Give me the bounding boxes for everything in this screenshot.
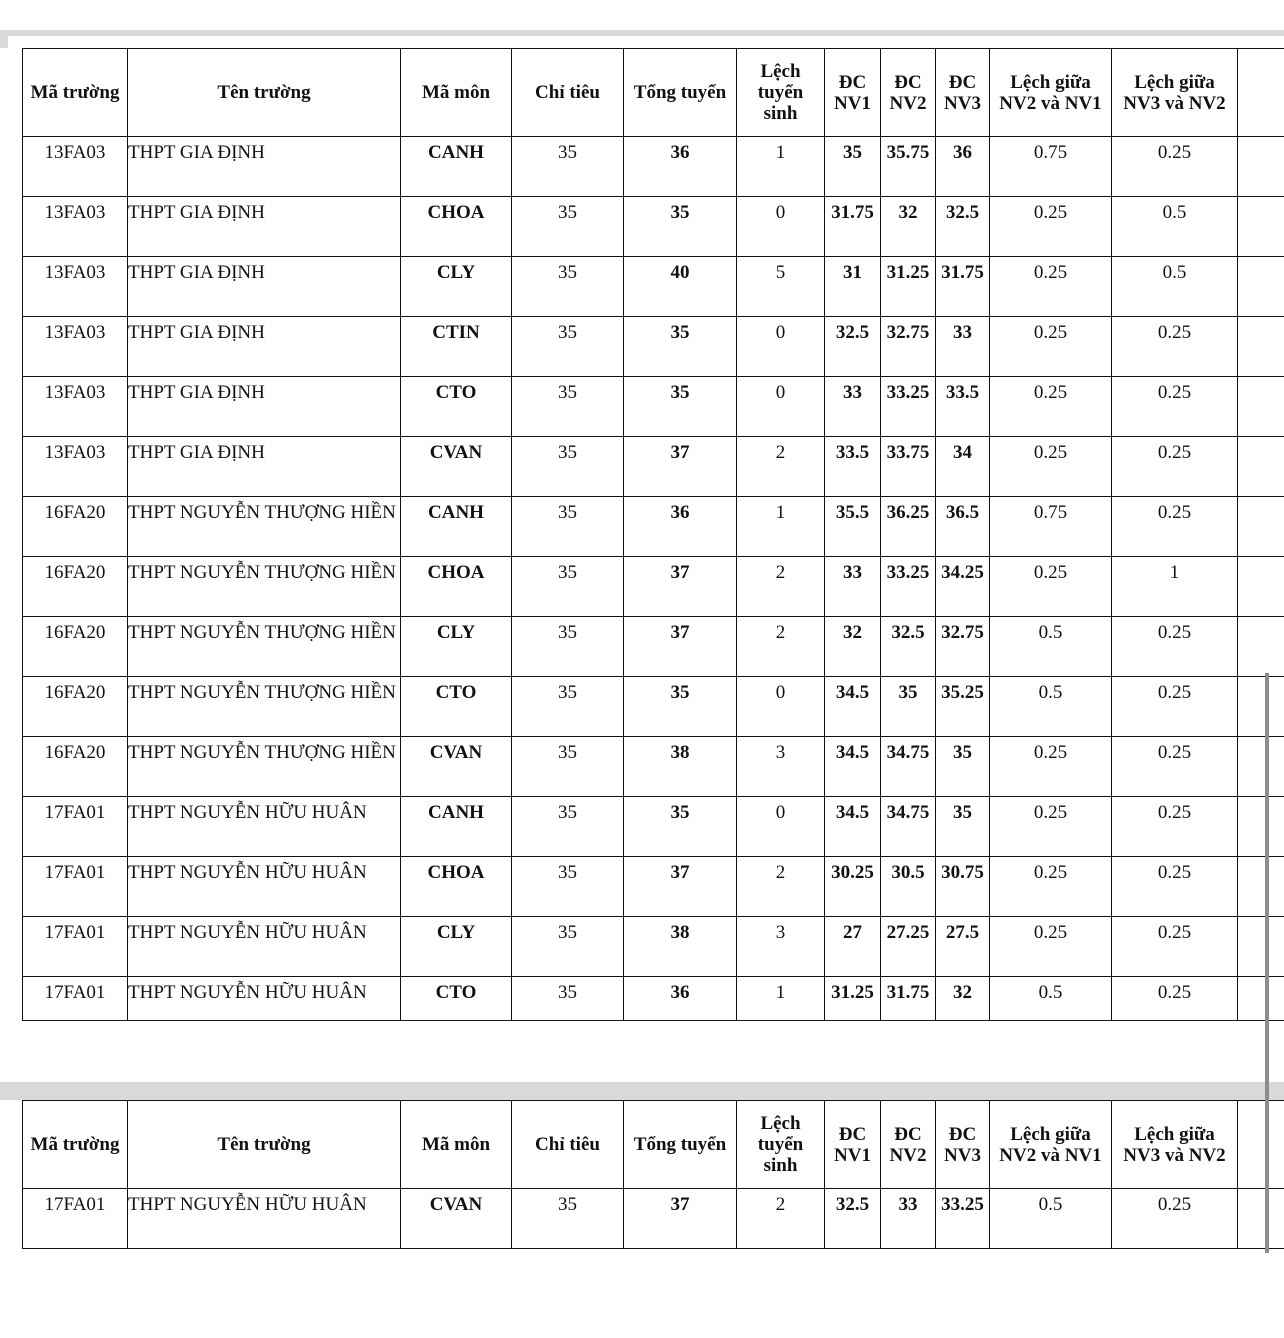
cell-ten-truong: THPT GIA ĐỊNH bbox=[128, 437, 401, 497]
cell-ten-truong: THPT GIA ĐỊNH bbox=[128, 317, 401, 377]
admission-table-page-1 bbox=[22, 48, 1284, 1021]
table-row bbox=[23, 377, 1284, 437]
cell-ma-truong: 16FA20 bbox=[23, 557, 128, 617]
cell-lech: 0 bbox=[737, 377, 825, 437]
cell-nv2: 32.5 bbox=[881, 617, 936, 677]
cell-nv2: 30.5 bbox=[881, 857, 936, 917]
cell-nv2: 33.75 bbox=[881, 437, 936, 497]
header-blank-edge bbox=[1238, 49, 1284, 137]
cell-chi-tieu: 35 bbox=[512, 377, 624, 437]
table-row bbox=[23, 857, 1284, 917]
cell-lech21: 0.25 bbox=[990, 857, 1112, 917]
cell-ten-truong: THPT GIA ĐỊNH bbox=[128, 197, 401, 257]
cell-lech21: 0.25 bbox=[990, 257, 1112, 317]
cell-ma-truong: 16FA20 bbox=[23, 497, 128, 557]
cell-lech: 2 bbox=[737, 1189, 825, 1249]
cell-blank-edge bbox=[1238, 737, 1284, 797]
table-row bbox=[23, 677, 1284, 737]
cell-lech21: 0.75 bbox=[990, 497, 1112, 557]
header-ten-truong: Tên trường bbox=[128, 49, 401, 137]
cell-lech21: 0.25 bbox=[990, 797, 1112, 857]
cell-nv3: 34.25 bbox=[936, 557, 990, 617]
cell-ten-truong: THPT GIA ĐỊNH bbox=[128, 137, 401, 197]
cell-lech: 2 bbox=[737, 857, 825, 917]
cell-ma-truong: 16FA20 bbox=[23, 677, 128, 737]
cell-tong-tuyen: 35 bbox=[624, 797, 737, 857]
cell-lech: 2 bbox=[737, 617, 825, 677]
admission-table-page-2 bbox=[22, 1100, 1284, 1249]
cell-ma-truong: 17FA01 bbox=[23, 857, 128, 917]
cell-blank-edge bbox=[1238, 797, 1284, 857]
table-header-page-2 bbox=[23, 1101, 1284, 1189]
cell-lech: 1 bbox=[737, 137, 825, 197]
cell-nv3: 36 bbox=[936, 137, 990, 197]
cell-ma-mon: CVAN bbox=[401, 737, 512, 797]
cell-chi-tieu: 35 bbox=[512, 977, 624, 1021]
cell-nv1: 34.5 bbox=[825, 797, 881, 857]
cell-nv1: 33.5 bbox=[825, 437, 881, 497]
table-row bbox=[23, 737, 1284, 797]
cell-lech32: 0.25 bbox=[1112, 677, 1238, 737]
header-lech-nv2-nv1: Lệch giữa NV2 và NV1 bbox=[990, 1101, 1112, 1189]
cell-lech32: 0.25 bbox=[1112, 377, 1238, 437]
header-tong-tuyen: Tổng tuyển bbox=[624, 49, 737, 137]
cell-lech32: 0.5 bbox=[1112, 197, 1238, 257]
cell-tong-tuyen: 36 bbox=[624, 977, 737, 1021]
table-row bbox=[23, 977, 1284, 1021]
cell-lech21: 0.25 bbox=[990, 737, 1112, 797]
cell-tong-tuyen: 38 bbox=[624, 917, 737, 977]
cell-chi-tieu: 35 bbox=[512, 917, 624, 977]
cell-nv3: 33.5 bbox=[936, 377, 990, 437]
cell-lech32: 0.25 bbox=[1112, 857, 1238, 917]
cell-ma-truong: 13FA03 bbox=[23, 257, 128, 317]
cell-tong-tuyen: 35 bbox=[624, 377, 737, 437]
cell-ma-mon: CTIN bbox=[401, 317, 512, 377]
cell-lech32: 0.25 bbox=[1112, 317, 1238, 377]
cell-nv3: 32.5 bbox=[936, 197, 990, 257]
cell-lech32: 0.25 bbox=[1112, 737, 1238, 797]
cell-ma-mon: CLY bbox=[401, 257, 512, 317]
cell-lech21: 0.5 bbox=[990, 677, 1112, 737]
header-lech-tuyen-sinh: Lệch tuyển sinh bbox=[737, 49, 825, 137]
cell-chi-tieu: 35 bbox=[512, 857, 624, 917]
cell-blank-edge bbox=[1238, 437, 1284, 497]
cell-nv1: 30.25 bbox=[825, 857, 881, 917]
cell-lech32: 0.25 bbox=[1112, 437, 1238, 497]
cell-tong-tuyen: 37 bbox=[624, 1189, 737, 1249]
cell-lech: 0 bbox=[737, 197, 825, 257]
cell-blank-edge bbox=[1238, 137, 1284, 197]
cell-lech: 1 bbox=[737, 977, 825, 1021]
cell-nv1: 31 bbox=[825, 257, 881, 317]
cell-ten-truong: THPT GIA ĐỊNH bbox=[128, 377, 401, 437]
header-dc-nv3: ĐC NV3 bbox=[936, 49, 990, 137]
cell-blank-edge bbox=[1238, 1189, 1284, 1249]
cell-ma-mon: CANH bbox=[401, 497, 512, 557]
table-row bbox=[23, 257, 1284, 317]
cell-ten-truong: THPT NGUYỄN THƯỢNG HIỀN bbox=[128, 737, 401, 797]
cell-tong-tuyen: 38 bbox=[624, 737, 737, 797]
cell-nv2: 31.25 bbox=[881, 257, 936, 317]
table-row bbox=[23, 1189, 1284, 1249]
cell-ten-truong: THPT GIA ĐỊNH bbox=[128, 257, 401, 317]
cell-nv2: 35.75 bbox=[881, 137, 936, 197]
cell-ten-truong: THPT NGUYỄN HỮU HUÂN bbox=[128, 917, 401, 977]
cell-chi-tieu: 35 bbox=[512, 497, 624, 557]
cell-nv2: 33.25 bbox=[881, 557, 936, 617]
cell-nv3: 36.5 bbox=[936, 497, 990, 557]
table-row bbox=[23, 437, 1284, 497]
table-row bbox=[23, 617, 1284, 677]
cell-lech32: 0.25 bbox=[1112, 137, 1238, 197]
table-row bbox=[23, 797, 1284, 857]
cell-ma-mon: CLY bbox=[401, 917, 512, 977]
cell-lech: 2 bbox=[737, 437, 825, 497]
scrollbar-thumb[interactable] bbox=[1265, 673, 1269, 1253]
cell-nv3: 32 bbox=[936, 977, 990, 1021]
cell-chi-tieu: 35 bbox=[512, 1189, 624, 1249]
cell-nv1: 32 bbox=[825, 617, 881, 677]
cell-nv2: 34.75 bbox=[881, 737, 936, 797]
cell-ten-truong: THPT NGUYỄN HỮU HUÂN bbox=[128, 797, 401, 857]
cell-lech21: 0.25 bbox=[990, 197, 1112, 257]
cell-tong-tuyen: 35 bbox=[624, 197, 737, 257]
cell-lech32: 0.25 bbox=[1112, 977, 1238, 1021]
cell-ma-truong: 13FA03 bbox=[23, 377, 128, 437]
table-body-page-2 bbox=[23, 1189, 1284, 1249]
cell-nv3: 30.75 bbox=[936, 857, 990, 917]
cell-lech: 1 bbox=[737, 497, 825, 557]
header-ma-mon: Mã môn bbox=[401, 49, 512, 137]
cell-ma-truong: 16FA20 bbox=[23, 617, 128, 677]
cell-tong-tuyen: 37 bbox=[624, 617, 737, 677]
cell-tong-tuyen: 40 bbox=[624, 257, 737, 317]
page-1-top-edge bbox=[8, 36, 1284, 48]
cell-ma-mon: CVAN bbox=[401, 437, 512, 497]
cell-nv3: 34 bbox=[936, 437, 990, 497]
cell-nv1: 32.5 bbox=[825, 1189, 881, 1249]
cell-lech21: 0.25 bbox=[990, 557, 1112, 617]
cell-ma-mon: CHOA bbox=[401, 197, 512, 257]
table-row bbox=[23, 197, 1284, 257]
cell-nv3: 33.25 bbox=[936, 1189, 990, 1249]
header-tong-tuyen: Tổng tuyển bbox=[624, 1101, 737, 1189]
cell-lech32: 0.25 bbox=[1112, 917, 1238, 977]
cell-blank-edge bbox=[1238, 377, 1284, 437]
header-blank-edge bbox=[1238, 1101, 1284, 1189]
header-dc-nv3: ĐC NV3 bbox=[936, 1101, 990, 1189]
header-lech-tuyen-sinh: Lệch tuyển sinh bbox=[737, 1101, 825, 1189]
cell-ma-truong: 13FA03 bbox=[23, 437, 128, 497]
cell-chi-tieu: 35 bbox=[512, 197, 624, 257]
cell-nv1: 35.5 bbox=[825, 497, 881, 557]
cell-chi-tieu: 35 bbox=[512, 257, 624, 317]
cell-lech21: 0.25 bbox=[990, 917, 1112, 977]
header-chi-tieu: Chỉ tiêu bbox=[512, 1101, 624, 1189]
cell-nv3: 35.25 bbox=[936, 677, 990, 737]
cell-lech21: 0.25 bbox=[990, 317, 1112, 377]
header-dc-nv2: ĐC NV2 bbox=[881, 1101, 936, 1189]
cell-lech: 0 bbox=[737, 317, 825, 377]
header-lech-nv2-nv1: Lệch giữa NV2 và NV1 bbox=[990, 49, 1112, 137]
cell-lech32: 0.25 bbox=[1112, 617, 1238, 677]
cell-nv2: 27.25 bbox=[881, 917, 936, 977]
cell-lech21: 0.5 bbox=[990, 977, 1112, 1021]
header-ten-truong: Tên trường bbox=[128, 1101, 401, 1189]
cell-ma-truong: 13FA03 bbox=[23, 317, 128, 377]
cell-ma-truong: 13FA03 bbox=[23, 197, 128, 257]
cell-ten-truong: THPT NGUYỄN THƯỢNG HIỀN bbox=[128, 557, 401, 617]
cell-nv1: 32.5 bbox=[825, 317, 881, 377]
table-body bbox=[23, 137, 1284, 1021]
header-ma-truong: Mã trường bbox=[23, 1101, 128, 1189]
table-row bbox=[23, 317, 1284, 377]
cell-blank-edge bbox=[1238, 917, 1284, 977]
header-dc-nv2: ĐC NV2 bbox=[881, 49, 936, 137]
cell-chi-tieu: 35 bbox=[512, 797, 624, 857]
cell-chi-tieu: 35 bbox=[512, 137, 624, 197]
cell-chi-tieu: 35 bbox=[512, 677, 624, 737]
header-ma-truong: Mã trường bbox=[23, 49, 128, 137]
cell-nv1: 31.75 bbox=[825, 197, 881, 257]
cell-lech32: 0.5 bbox=[1112, 257, 1238, 317]
cell-lech32: 0.25 bbox=[1112, 1189, 1238, 1249]
cell-chi-tieu: 35 bbox=[512, 737, 624, 797]
cell-ma-mon: CTO bbox=[401, 677, 512, 737]
cell-blank-edge bbox=[1238, 677, 1284, 737]
cell-ten-truong: THPT NGUYỄN HỮU HUÂN bbox=[128, 977, 401, 1021]
cell-ma-truong: 16FA20 bbox=[23, 737, 128, 797]
cell-ma-mon: CVAN bbox=[401, 1189, 512, 1249]
page-gap-middle bbox=[0, 1082, 1284, 1100]
cell-lech21: 0.25 bbox=[990, 437, 1112, 497]
cell-ma-mon: CLY bbox=[401, 617, 512, 677]
cell-blank-edge bbox=[1238, 197, 1284, 257]
cell-blank-edge bbox=[1238, 617, 1284, 677]
cell-tong-tuyen: 37 bbox=[624, 557, 737, 617]
cell-nv2: 32.75 bbox=[881, 317, 936, 377]
cell-lech: 3 bbox=[737, 917, 825, 977]
cell-lech32: 1 bbox=[1112, 557, 1238, 617]
cell-chi-tieu: 35 bbox=[512, 557, 624, 617]
cell-tong-tuyen: 37 bbox=[624, 437, 737, 497]
cell-ma-mon: CANH bbox=[401, 797, 512, 857]
cell-nv2: 33 bbox=[881, 1189, 936, 1249]
cell-nv2: 31.75 bbox=[881, 977, 936, 1021]
table-header bbox=[23, 49, 1284, 137]
cell-ten-truong: THPT NGUYỄN THƯỢNG HIỀN bbox=[128, 497, 401, 557]
cell-nv2: 34.75 bbox=[881, 797, 936, 857]
cell-ma-mon: CHOA bbox=[401, 857, 512, 917]
cell-lech: 5 bbox=[737, 257, 825, 317]
cell-ten-truong: THPT NGUYỄN HỮU HUÂN bbox=[128, 857, 401, 917]
cell-chi-tieu: 35 bbox=[512, 317, 624, 377]
cell-ten-truong: THPT NGUYỄN THƯỢNG HIỀN bbox=[128, 677, 401, 737]
cell-ma-mon: CHOA bbox=[401, 557, 512, 617]
cell-nv1: 31.25 bbox=[825, 977, 881, 1021]
table-row bbox=[23, 137, 1284, 197]
cell-nv2: 33.25 bbox=[881, 377, 936, 437]
cell-ten-truong: THPT NGUYỄN HỮU HUÂN bbox=[128, 1189, 401, 1249]
cell-lech: 2 bbox=[737, 557, 825, 617]
cell-nv3: 33 bbox=[936, 317, 990, 377]
cell-lech32: 0.25 bbox=[1112, 497, 1238, 557]
header-lech-nv3-nv2: Lệch giữa NV3 và NV2 bbox=[1112, 49, 1238, 137]
table-row bbox=[23, 917, 1284, 977]
cell-nv3: 31.75 bbox=[936, 257, 990, 317]
header-ma-mon: Mã môn bbox=[401, 1101, 512, 1189]
cell-nv1: 33 bbox=[825, 557, 881, 617]
cell-nv3: 32.75 bbox=[936, 617, 990, 677]
cell-ma-mon: CTO bbox=[401, 977, 512, 1021]
cell-blank-edge bbox=[1238, 977, 1284, 1021]
cell-ma-truong: 13FA03 bbox=[23, 137, 128, 197]
cell-tong-tuyen: 35 bbox=[624, 677, 737, 737]
header-dc-nv1: ĐC NV1 bbox=[825, 49, 881, 137]
header-chi-tieu: Chỉ tiêu bbox=[512, 49, 624, 137]
cell-tong-tuyen: 37 bbox=[624, 857, 737, 917]
cell-nv1: 27 bbox=[825, 917, 881, 977]
cell-ma-truong: 17FA01 bbox=[23, 917, 128, 977]
cell-ma-mon: CANH bbox=[401, 137, 512, 197]
cell-lech32: 0.25 bbox=[1112, 797, 1238, 857]
cell-ma-truong: 17FA01 bbox=[23, 1189, 128, 1249]
cell-lech: 3 bbox=[737, 737, 825, 797]
cell-ma-truong: 17FA01 bbox=[23, 977, 128, 1021]
cell-nv2: 32 bbox=[881, 197, 936, 257]
header-dc-nv1: ĐC NV1 bbox=[825, 1101, 881, 1189]
cell-ma-truong: 17FA01 bbox=[23, 797, 128, 857]
cell-lech: 0 bbox=[737, 677, 825, 737]
header-lech-nv3-nv2: Lệch giữa NV3 và NV2 bbox=[1112, 1101, 1238, 1189]
cell-nv1: 33 bbox=[825, 377, 881, 437]
cell-lech: 0 bbox=[737, 797, 825, 857]
cell-ma-mon: CTO bbox=[401, 377, 512, 437]
cell-chi-tieu: 35 bbox=[512, 437, 624, 497]
cell-nv1: 34.5 bbox=[825, 737, 881, 797]
cell-blank-edge bbox=[1238, 497, 1284, 557]
cell-lech21: 0.25 bbox=[990, 377, 1112, 437]
cell-blank-edge bbox=[1238, 317, 1284, 377]
table-row bbox=[23, 497, 1284, 557]
cell-chi-tieu: 35 bbox=[512, 617, 624, 677]
cell-blank-edge bbox=[1238, 257, 1284, 317]
cell-tong-tuyen: 35 bbox=[624, 317, 737, 377]
cell-tong-tuyen: 36 bbox=[624, 497, 737, 557]
cell-tong-tuyen: 36 bbox=[624, 137, 737, 197]
cell-lech21: 0.75 bbox=[990, 137, 1112, 197]
cell-nv2: 36.25 bbox=[881, 497, 936, 557]
cell-nv3: 35 bbox=[936, 737, 990, 797]
cell-nv1: 35 bbox=[825, 137, 881, 197]
cell-blank-edge bbox=[1238, 557, 1284, 617]
cell-lech21: 0.5 bbox=[990, 617, 1112, 677]
cell-ten-truong: THPT NGUYỄN THƯỢNG HIỀN bbox=[128, 617, 401, 677]
cell-blank-edge bbox=[1238, 857, 1284, 917]
cell-nv3: 35 bbox=[936, 797, 990, 857]
cell-nv1: 34.5 bbox=[825, 677, 881, 737]
table-row bbox=[23, 557, 1284, 617]
cell-nv2: 35 bbox=[881, 677, 936, 737]
cell-lech21: 0.5 bbox=[990, 1189, 1112, 1249]
cell-nv3: 27.5 bbox=[936, 917, 990, 977]
